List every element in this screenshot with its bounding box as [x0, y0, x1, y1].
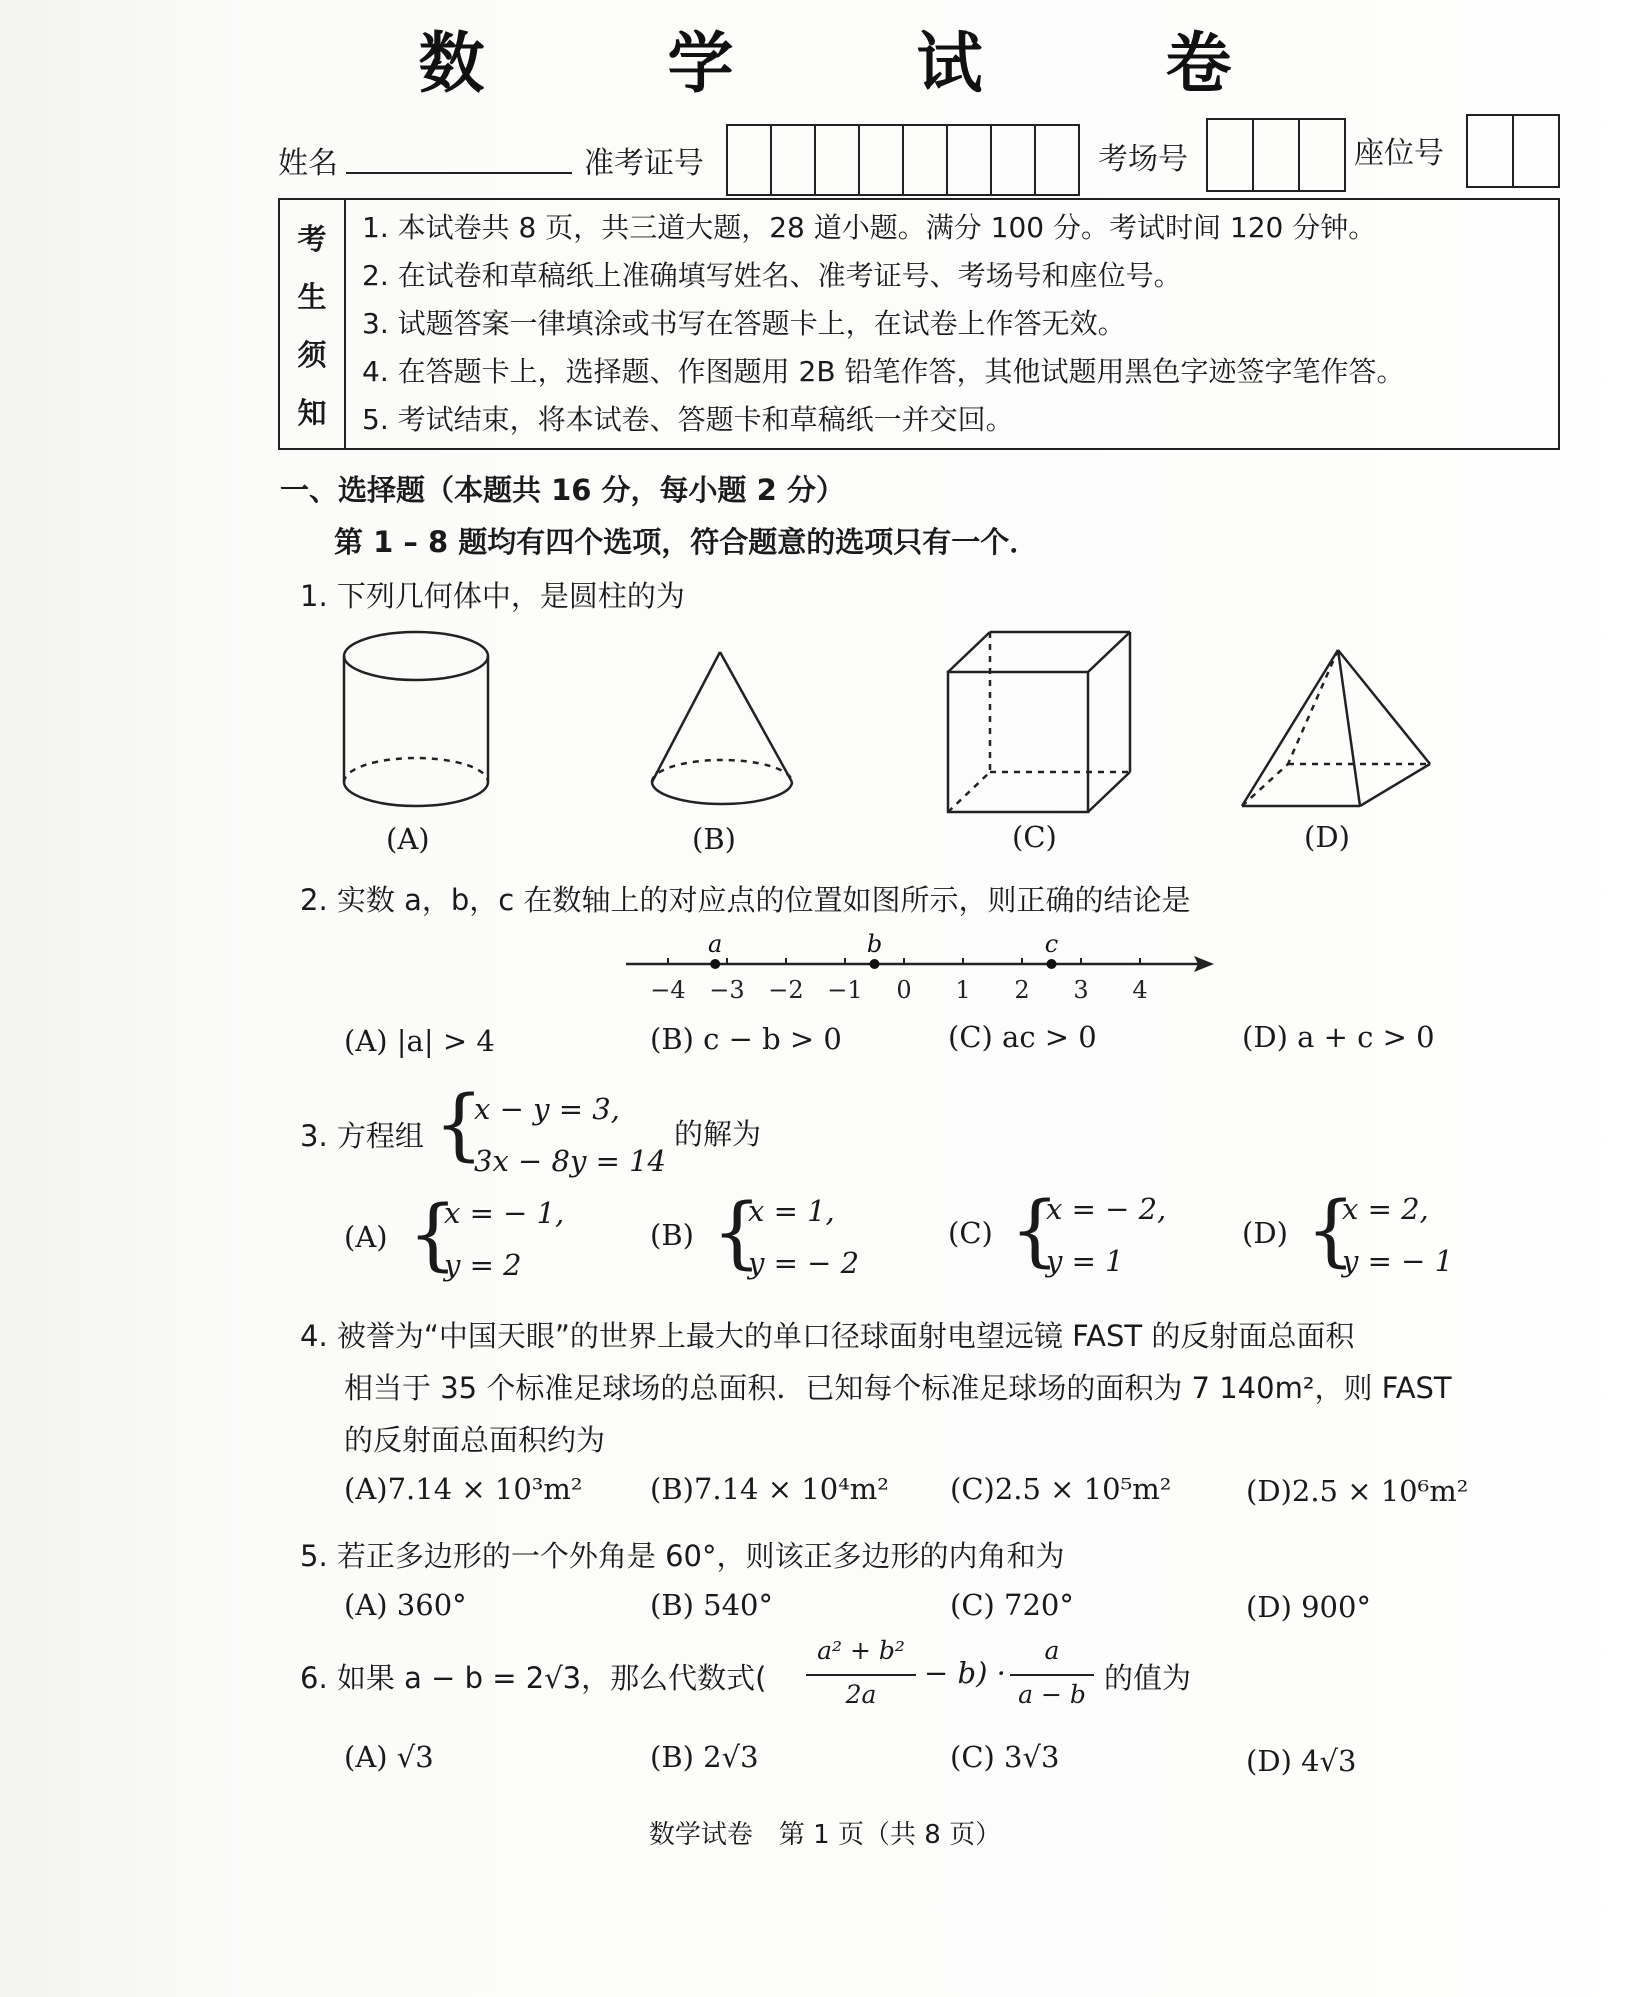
q3-option-c-brace: {	[1010, 1186, 1060, 1276]
q3-option-c-label: (C)	[948, 1216, 993, 1250]
q2-option-d: (D) a + c > 0	[1242, 1020, 1435, 1054]
q4-line3: 的反射面总面积约为	[344, 1423, 606, 1457]
room-number-boxes[interactable]	[1206, 118, 1346, 192]
q6-option-c: (C) 3√3	[950, 1740, 1060, 1774]
q2-stem: 2. 实数 a，b，c 在数轴上的对应点的位置如图所示，则正确的结论是	[300, 883, 1191, 917]
q5-option-b: (B) 540°	[650, 1588, 774, 1622]
q6-frac1-numerator: a² + b²	[817, 1636, 905, 1665]
notice-rule: 1. 本试卷共 8 页，共三道大题，28 道小题。满分 100 分。考试时间 120 分钟。	[362, 211, 1377, 244]
q6-frac2-numerator: a	[1044, 1636, 1060, 1665]
seat-number-boxes[interactable]	[1466, 114, 1560, 188]
ticket-box[interactable]	[1034, 126, 1078, 194]
q1-label-b: (B)	[692, 822, 736, 856]
notice-side-char: 生	[297, 279, 327, 314]
q2-option-a: (A) |a| > 4	[344, 1024, 495, 1058]
section-heading: 一、选择题（本题共 16 分，每小题 2 分）	[280, 473, 845, 507]
q3-option-a-brace: {	[408, 1190, 458, 1280]
number-line-point	[870, 959, 880, 969]
q3-option-c-line2: y = 1	[1046, 1244, 1124, 1278]
page-footer: 数学试卷 第 1 页（共 8 页）	[648, 1820, 1002, 1850]
ticket-box[interactable]	[728, 126, 770, 194]
room-label: 考场号	[1098, 142, 1188, 177]
q1-stem: 1. 下列几何体中，是圆柱的为	[300, 579, 685, 613]
ticket-box[interactable]	[902, 126, 946, 194]
notice-rule: 4. 在答题卡上，选择题、作图题用 2B 铅笔作答，其他试题用黑色字迹签字笔作答。	[362, 355, 1405, 388]
number-line-point-label: a	[708, 930, 723, 958]
seat-label: 座位号	[1354, 136, 1444, 171]
q6-option-b: (B) 2√3	[650, 1740, 759, 1774]
ticket-box[interactable]	[858, 126, 902, 194]
seat-box[interactable]	[1468, 116, 1512, 186]
q5-option-a: (A) 360°	[344, 1588, 467, 1622]
q3-prefix: 3. 方程组	[300, 1119, 424, 1153]
section-instruction: 第 1 – 8 题均有四个选项，符合题意的选项只有一个．	[334, 525, 1039, 559]
q3-option-d-line2: y = − 1	[1342, 1244, 1454, 1278]
q3-option-d-line1: x = 2,	[1342, 1192, 1429, 1226]
q3-brace: {	[434, 1080, 484, 1170]
number-line-point-label: b	[866, 930, 883, 958]
number-line-tick-label: 1	[955, 976, 971, 1004]
ticket-label: 准考证号	[584, 146, 704, 181]
number-line-tick-label: 3	[1073, 976, 1089, 1004]
ticket-box[interactable]	[770, 126, 814, 194]
q3-suffix: 的解为	[674, 1117, 762, 1151]
q3-option-a-line1: x = − 1,	[444, 1196, 565, 1230]
q6-suffix: 的值为	[1104, 1661, 1192, 1695]
ticket-number-boxes[interactable]	[726, 124, 1080, 196]
room-box[interactable]	[1208, 120, 1252, 190]
seat-box[interactable]	[1512, 116, 1558, 186]
number-line-tick-label: −3	[709, 976, 745, 1004]
q6-frac1-bar	[806, 1674, 916, 1676]
number-line	[620, 928, 1220, 1008]
q3-option-b-brace: {	[712, 1188, 762, 1278]
number-line-tick-label: 0	[896, 976, 912, 1004]
name-field[interactable]	[346, 172, 572, 174]
notice-rule: 5. 考试结束，将本试卷、答题卡和草稿纸一并交回。	[362, 403, 1014, 436]
ticket-box[interactable]	[990, 126, 1034, 194]
name-label: 姓名	[278, 146, 338, 181]
room-box[interactable]	[1298, 120, 1344, 190]
notice-side-char: 须	[297, 337, 327, 372]
q2-option-c: (C) ac > 0	[948, 1020, 1097, 1054]
q6-option-d: (D) 4√3	[1246, 1744, 1357, 1778]
q3-option-b-line1: x = 1,	[748, 1194, 835, 1228]
q4-option-d: (D)2.5 × 10⁶m²	[1246, 1474, 1469, 1508]
q6-frac2-bar	[1010, 1674, 1094, 1676]
q6-middle: − b) ·	[924, 1656, 1006, 1690]
q4-option-a: (A)7.14 × 10³m²	[344, 1472, 583, 1506]
q1-label-d: (D)	[1304, 820, 1350, 854]
q3-option-a-line2: y = 2	[444, 1248, 522, 1282]
q3-option-b-line2: y = − 2	[748, 1246, 860, 1280]
q6-option-a: (A) √3	[344, 1740, 434, 1774]
pyramid-icon	[1242, 650, 1430, 806]
q6-prefix: 6. 如果 a − b = 2√3，那么代数式(	[300, 1661, 767, 1695]
q1-label-c: (C)	[1012, 820, 1057, 854]
q5-option-c: (C) 720°	[950, 1588, 1074, 1622]
notice-side-char: 考	[297, 221, 327, 256]
q4-line1: 4. 被誉为“中国天眼”的世界上最大的单口径球面射电望远镜 FAST 的反射面总面积	[300, 1319, 1355, 1353]
number-line-tick-label: −2	[768, 976, 804, 1004]
notice-side-char: 知	[297, 395, 327, 430]
q6-frac2-denominator: a − b	[1018, 1680, 1086, 1709]
q3-option-a-label: (A)	[344, 1220, 388, 1254]
notice-rule: 3. 试题答案一律填涂或书写在答题卡上，在试卷上作答无效。	[362, 307, 1126, 340]
number-line-tick-label: −4	[650, 976, 686, 1004]
ticket-box[interactable]	[946, 126, 990, 194]
notice-rules	[362, 204, 1548, 444]
page-title: 数 学 试 卷	[418, 25, 1312, 102]
q2-option-b: (B) c − b > 0	[650, 1022, 842, 1056]
q3-option-d-label: (D)	[1242, 1216, 1288, 1250]
number-line-point-label: c	[1044, 930, 1059, 958]
number-line-point	[1047, 959, 1057, 969]
cone-icon	[652, 652, 792, 804]
q3-option-d-brace: {	[1306, 1186, 1356, 1276]
q3-eq2: 3x − 8y = 14	[474, 1144, 667, 1178]
cylinder-icon	[344, 632, 488, 806]
number-line-tick-label: −1	[827, 976, 863, 1004]
number-line-point	[710, 959, 720, 969]
q1-label-a: (A)	[386, 822, 430, 856]
notice-side-label	[280, 200, 346, 448]
q4-line2: 相当于 35 个标准足球场的总面积．已知每个标准足球场的面积为 7 140m²，则 FAST	[344, 1371, 1452, 1405]
cube-icon	[948, 632, 1130, 812]
q4-option-c: (C)2.5 × 10⁵m²	[950, 1472, 1172, 1506]
ticket-box[interactable]	[814, 126, 858, 194]
q3-option-c-line1: x = − 2,	[1046, 1192, 1167, 1226]
q6-frac1-denominator: 2a	[845, 1680, 877, 1709]
q5-stem: 5. 若正多边形的一个外角是 60°，则该正多边形的内角和为	[300, 1539, 1065, 1573]
room-box[interactable]	[1252, 120, 1298, 190]
notice-rule: 2. 在试卷和草稿纸上准确填写姓名、准考证号、考场号和座位号。	[362, 259, 1182, 292]
q3-eq1: x − y = 3,	[474, 1092, 620, 1126]
q5-option-d: (D) 900°	[1246, 1590, 1371, 1624]
q4-option-b: (B)7.14 × 10⁴m²	[650, 1472, 889, 1506]
q3-option-b-label: (B)	[650, 1218, 694, 1252]
number-line-tick-label: 2	[1014, 976, 1030, 1004]
candidate-notice-box	[278, 198, 1560, 450]
number-line-tick-label: 4	[1132, 976, 1148, 1004]
q1-figures	[330, 622, 1470, 822]
